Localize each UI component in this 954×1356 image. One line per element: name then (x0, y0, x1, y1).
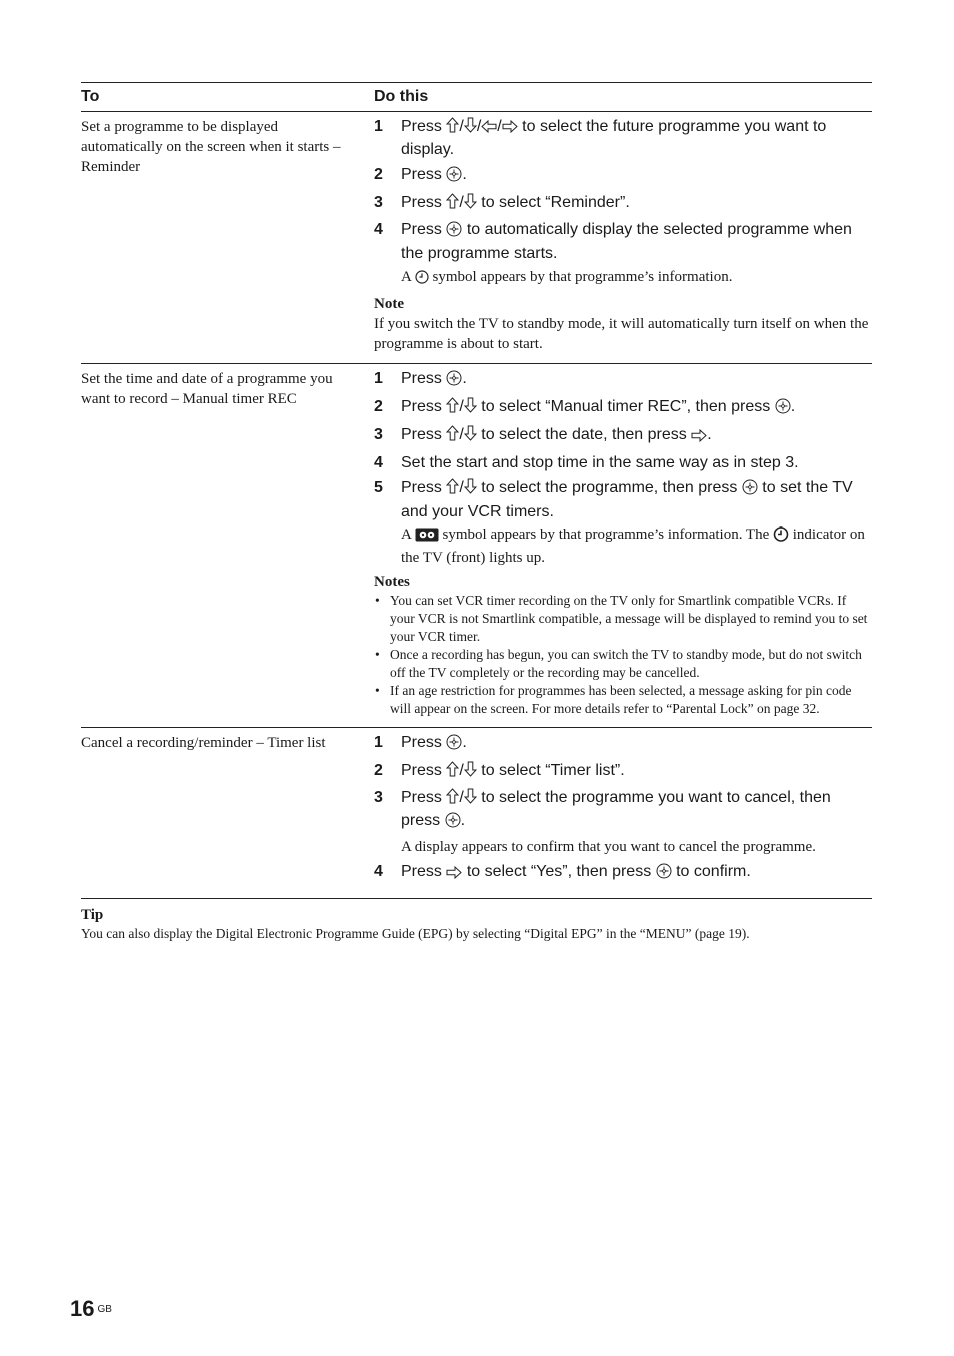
step-number: 3 (374, 426, 383, 443)
step-text: Press (401, 370, 442, 387)
tip-heading: Tip (81, 907, 104, 923)
step-text: Press (401, 194, 442, 211)
ok-button-icon (775, 398, 791, 420)
step-number: 2 (374, 398, 383, 415)
step-number: 3 (374, 789, 383, 806)
note-text: If you switch the TV to standby mode, it will automatically turn itself on when the programme is about to start. (374, 316, 869, 352)
step-number: 2 (374, 762, 383, 779)
step-text: to select “Timer list”. (481, 762, 625, 779)
up-down-arrows-icon: / (446, 426, 476, 443)
ok-button-icon (656, 863, 672, 885)
do-cell (374, 112, 872, 364)
step-text: . (790, 398, 796, 415)
instructions-table (81, 82, 872, 899)
to-text: Set a programme to be displayed automatically on the screen when it starts – Reminder (81, 119, 341, 175)
step-text: Press (401, 789, 442, 806)
ok-button-icon (742, 479, 758, 501)
step (374, 787, 872, 834)
step (374, 116, 872, 160)
note-heading: Note (374, 296, 404, 312)
step-text: Press (401, 118, 442, 135)
step-number: 4 (374, 454, 383, 471)
step (374, 452, 872, 473)
step (374, 164, 872, 188)
step-text: Press (401, 479, 442, 496)
right-arrow-icon (691, 427, 707, 448)
step-text: Press (401, 762, 442, 779)
up-down-arrows-icon: / (446, 789, 476, 806)
step-text: Press (401, 734, 442, 751)
step-text: . (460, 812, 466, 829)
step-text: Press (401, 426, 442, 443)
step-text: . (462, 166, 467, 183)
up-down-left-right-arrows-icon: / / / (446, 118, 517, 135)
list-item: • If an age restriction for programmes has been selected, a message asking for pin code will appear on the screen. For more details refer to “Parental Lock” on page 32. (374, 682, 872, 718)
do-cell (374, 364, 872, 728)
step-text: to select the programme, then press (481, 479, 738, 496)
step-number: 1 (374, 734, 383, 751)
step (374, 219, 872, 264)
step-number: 4 (374, 221, 383, 238)
timer-indicator-icon (773, 526, 789, 548)
step-text: to select “Manual timer REC”, then press (481, 398, 771, 415)
document-page (81, 82, 872, 943)
step (374, 192, 872, 215)
list-item: • Once a recording has begun, you can switch the TV to standby mode, but do not switch off the TV completely or the recording may be cancelled. (374, 646, 872, 682)
step (374, 732, 872, 756)
step (374, 424, 872, 448)
to-cell (81, 364, 374, 728)
step-result: A symbol appears by that programme’s information. (401, 267, 872, 290)
step-text: to confirm. (676, 863, 751, 880)
step-number: 2 (374, 166, 383, 183)
notes-list (374, 592, 872, 718)
step-text: to automatically display the selected programme when the programme starts. (401, 221, 852, 262)
step-text: to select “Reminder”. (481, 194, 630, 211)
table-row (81, 364, 872, 728)
up-down-arrows-icon: / (446, 194, 476, 211)
ok-button-icon (446, 370, 462, 392)
step-number: 5 (374, 479, 383, 496)
step-text: . (462, 370, 467, 387)
to-text: Cancel a recording/reminder – Timer list (81, 735, 326, 751)
list-item: • You can set VCR timer recording on the TV only for Smartlink compatible VCRs. If your VCR is not Smartlink compatible, a message will be displayed to remind you to set your VCR timer. (374, 592, 872, 646)
clock-icon (415, 270, 429, 290)
ok-button-icon (446, 734, 462, 756)
step (374, 861, 872, 885)
step-number: 4 (374, 863, 383, 880)
step-result: A symbol appears by that programme’s information. The indicator on the TV (front) lights up. (401, 527, 865, 566)
step (374, 368, 872, 392)
step-text: . (707, 426, 712, 443)
table-row (81, 112, 872, 364)
page-number: 16 $^{GB}$ (70, 1296, 112, 1321)
step-text: to set the TV and your VCR timers. (401, 479, 853, 520)
to-cell (81, 728, 374, 899)
up-down-arrows-icon: / (446, 479, 476, 496)
header-do-this: Do this (374, 83, 872, 112)
step-text: Set the start and stop time in the same way as in step 3. (401, 454, 799, 471)
vcr-cassette-icon (415, 528, 439, 548)
step-text: Press (401, 221, 442, 238)
ok-button-icon (445, 812, 461, 834)
notes-heading: Notes (374, 574, 410, 590)
tip-text: You can also display the Digital Electronic Programme Guide (EPG) by selecting “Digital EPG” in the “MENU” (page 19). (81, 926, 750, 941)
to-text: Set the time and date of a programme you want to record – Manual timer REC (81, 371, 333, 407)
step-text: to select “Yes”, then press (466, 863, 652, 880)
step-text: to select the future programme you want to display. (401, 118, 827, 158)
tip-section (81, 905, 872, 943)
step-number: 3 (374, 194, 383, 211)
right-arrow-icon (446, 864, 462, 885)
step (374, 760, 872, 783)
header-to: To (81, 83, 374, 112)
up-down-arrows-icon: / (446, 398, 476, 415)
step-text: Press (401, 166, 442, 183)
to-cell (81, 112, 374, 364)
step-number: 1 (374, 118, 383, 135)
table-row (81, 728, 872, 899)
step-text: Press (401, 863, 442, 880)
step-text: to select the programme you want to cancel, then press (401, 789, 831, 829)
do-cell (374, 728, 872, 899)
step-text: Press (401, 398, 442, 415)
step-number: 1 (374, 370, 383, 387)
ok-button-icon (446, 221, 462, 243)
step-result: A display appears to confirm that you want to cancel the programme. (401, 839, 816, 855)
step (374, 396, 872, 420)
step (374, 477, 872, 522)
table-header (81, 83, 872, 112)
step-text: to select the date, then press (481, 426, 687, 443)
ok-button-icon (446, 166, 462, 188)
step-text: . (462, 734, 467, 751)
up-down-arrows-icon: / (446, 762, 476, 779)
